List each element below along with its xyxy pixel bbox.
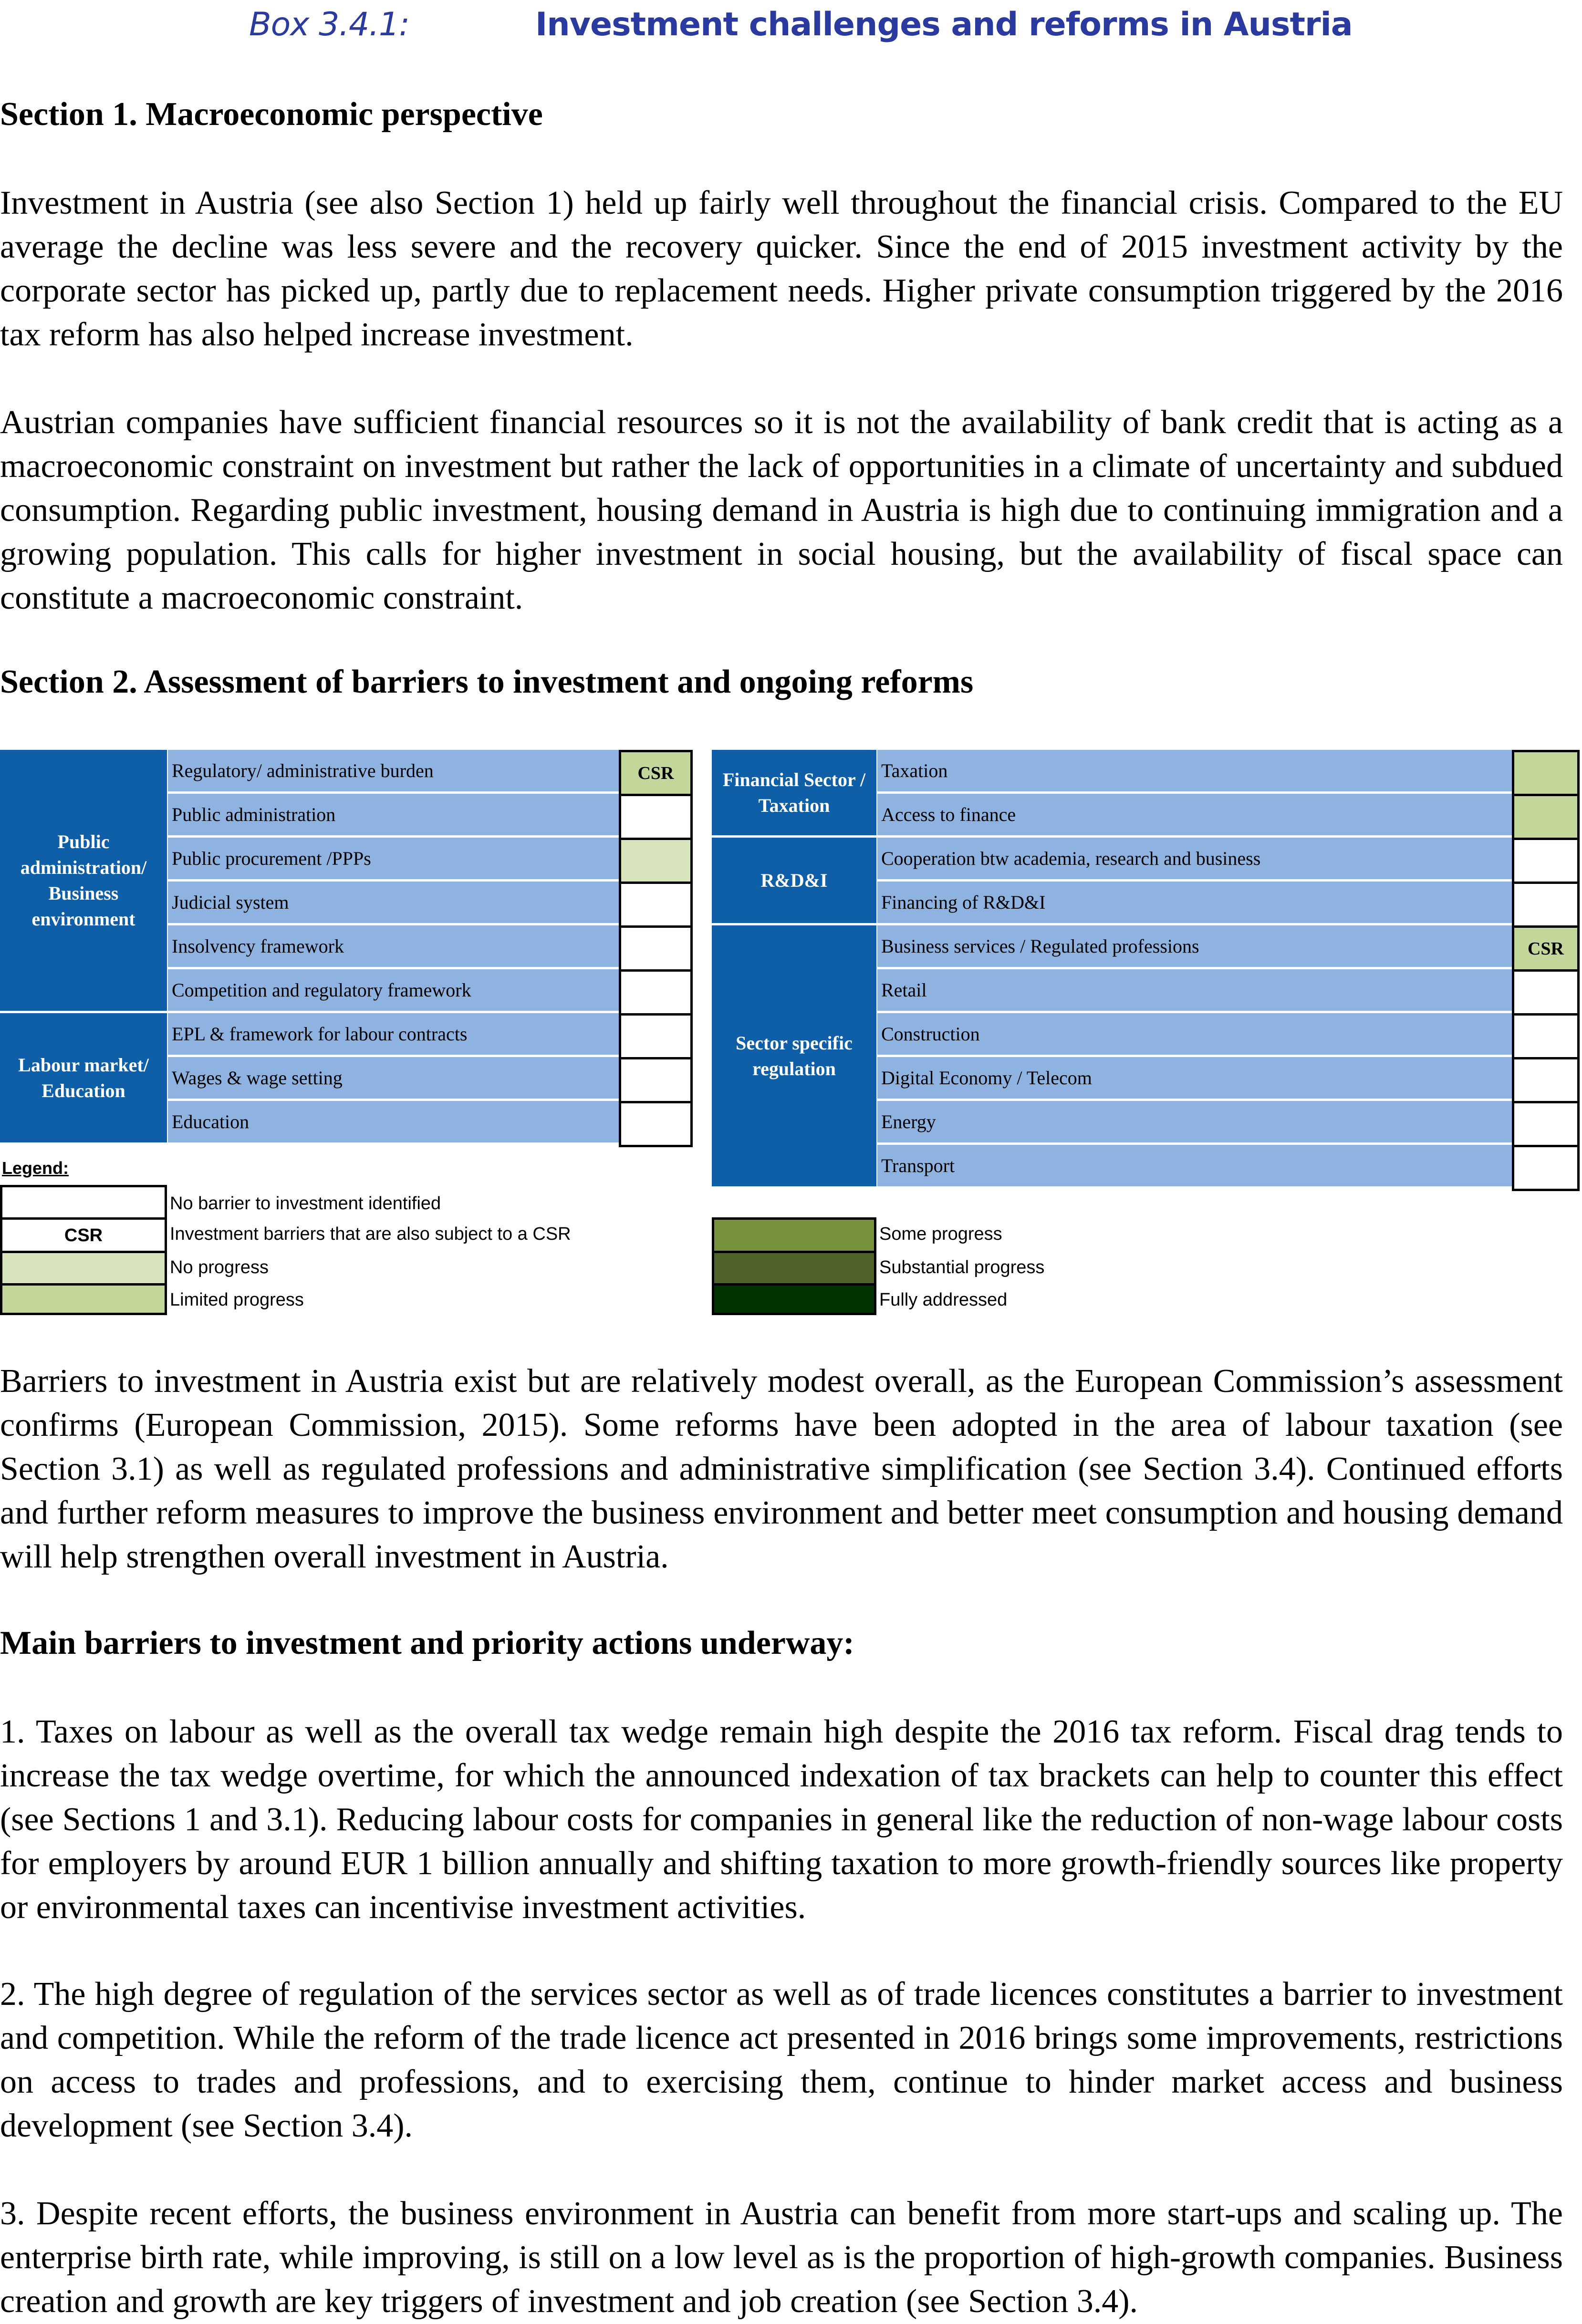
right-barrier-row: Transport (877, 1145, 1512, 1189)
right-group-header: Financial Sector / Taxation (712, 750, 876, 835)
left-group-header: Labour market/ Education (0, 1013, 167, 1142)
legend-label: Investment barriers that are also subject to a CSR (170, 1224, 571, 1244)
priority-actions-heading: Main barriers to investment and priority actions underway: (0, 1625, 854, 1661)
right-barrier-row: Retail (877, 969, 1512, 1013)
left-barrier-row: Regulatory/ administrative burden (168, 750, 619, 794)
legend-swatch (0, 1283, 167, 1315)
legend-label: No progress (170, 1257, 269, 1277)
left-barrier-row: Wages & wage setting (168, 1057, 619, 1101)
box-number: Box 3.4.1: (249, 6, 410, 43)
legend-label: Fully addressed (879, 1290, 1008, 1310)
right-status-cell: CSR (1512, 925, 1580, 972)
legend-swatch (0, 1185, 167, 1222)
left-status-cell (619, 1057, 693, 1103)
legend-swatch (712, 1283, 876, 1315)
right-status-cell (1512, 1145, 1580, 1191)
legend-label: No barrier to investment identified (170, 1193, 441, 1214)
left-barrier-row: Judicial system (168, 882, 619, 925)
section2-heading: Section 2. Assessment of barriers to investment and ongoing reforms (0, 664, 974, 700)
left-group-header: Public administration/ Business environment (0, 750, 167, 1011)
right-status-cell (1512, 794, 1580, 840)
legend-swatch (712, 1217, 876, 1253)
right-status-cell (1512, 750, 1580, 796)
left-barrier-row: Public administration (168, 794, 619, 838)
left-status-cell (619, 882, 693, 928)
legend-label: Some progress (879, 1224, 1002, 1244)
left-status-cell (619, 838, 693, 884)
right-group-header: Sector specific regulation (712, 925, 876, 1186)
legend-swatch (0, 1251, 167, 1286)
left-status-cell: CSR (619, 750, 693, 796)
left-status-cell (619, 1101, 693, 1147)
right-status-cell (1512, 1057, 1580, 1103)
right-status-cell (1512, 838, 1580, 884)
legend-label: Limited progress (170, 1290, 304, 1310)
left-barrier-row: Public procurement /PPPs (168, 838, 619, 882)
priority-item-1: 1. Taxes on labour as well as the overall tax wedge remain high despite the 2016 tax reform. Fiscal drag tends to increase the tax wedge overtime, for which the announced indexation of tax brackets can help to counter this effect (see Sections 1 and 3.1). Reducing labour costs for companies in general like the reduction of non-wage labour costs for employers by around EUR 1 billion annually and shifting taxation to more growth-friendly sources like property or environmental taxes can incentivise investment activities. (0, 1713, 1563, 1926)
left-status-cell (619, 1013, 693, 1059)
box-heading: Investment challenges and reforms in Austria (535, 6, 1353, 43)
left-barrier-row: Insolvency framework (168, 925, 619, 969)
left-status-cell (619, 969, 693, 1016)
section1-paragraph-1: Investment in Austria (see also Section 1) held up fairly well throughout the financial crisis. Compared to the EU average the decline was less severe and the recovery quicker. Since the end of 2015 investment activity by the corporate sector has picked up, partly due to replacement needs. Higher private consumption triggered by the 2016 tax reform has also helped increase investment. (0, 185, 1563, 353)
legend-swatch (712, 1251, 876, 1286)
left-barrier-row: EPL & framework for labour contracts (168, 1013, 619, 1057)
right-barrier-row: Financing of R&D&I (877, 882, 1512, 925)
left-status-cell (619, 794, 693, 840)
right-barrier-row: Taxation (877, 750, 1512, 794)
right-barrier-row: Access to finance (877, 794, 1512, 838)
left-status-cell (619, 925, 693, 972)
right-barrier-row: Cooperation btw academia, research and business (877, 838, 1512, 882)
right-status-cell (1512, 1101, 1580, 1147)
right-status-cell (1512, 1013, 1580, 1059)
right-barrier-row: Construction (877, 1013, 1512, 1057)
legend-label: Substantial progress (879, 1257, 1045, 1277)
section1-heading: Section 1. Macroeconomic perspective (0, 96, 543, 133)
left-barrier-row: Competition and regulatory framework (168, 969, 619, 1013)
right-barrier-row: Energy (877, 1101, 1512, 1145)
right-status-cell (1512, 882, 1580, 928)
section1-paragraph-2: Austrian companies have sufficient financial resources so it is not the availability of bank credit that is acting as a macroeconomic constraint on investment but rather the lack of opportunities in a climate of uncertainty and subdued consumption. Regarding public investment, housing demand in Austria is high due to continuing immigration and a growing population. This calls for higher investment in social housing, but the availability of fiscal space can constitute a macroeconomic constraint. (0, 404, 1563, 616)
priority-item-3: 3. Despite recent efforts, the business environment in Austria can benefit from more start-ups and scaling up. The enterprise birth rate, while improving, is still on a low level as is the proportion of high-growth companies. Business creation and growth are key triggers of investment and job creation (see Section 3.4). (0, 2195, 1563, 2320)
box-title (0, 6, 1582, 53)
priority-item-2: 2. The high degree of regulation of the services sector as well as of trade licences constitutes a barrier to investment and competition. While the reform of the trade licence act presented in 2016 brings some improvements, restrictions on access to trades and professions, and to exercising them, continue to hinder market access and business development (see Section 3.4). (0, 1976, 1563, 2144)
left-barrier-row: Education (168, 1101, 619, 1145)
right-status-cell (1512, 969, 1580, 1016)
right-barrier-row: Digital Economy / Telecom (877, 1057, 1512, 1101)
assessment-paragraph: Barriers to investment in Austria exist but are relatively modest overall, as the European Commission’s assessment confirms (European Commission, 2015). Some reforms have been adopted in the area of labour taxation (see Section 3.1) as well as regulated professions and administrative simplification (see Section 3.4). Continued efforts and further reform measures to improve the business environment and better meet consumption and housing demand will help strengthen overall investment in Austria. (0, 1363, 1563, 1575)
legend-swatch: CSR (0, 1217, 167, 1254)
legend-title: Legend: (2, 1158, 69, 1178)
right-barrier-row: Business services / Regulated professions (877, 925, 1512, 969)
right-group-header: R&D&I (712, 838, 876, 923)
